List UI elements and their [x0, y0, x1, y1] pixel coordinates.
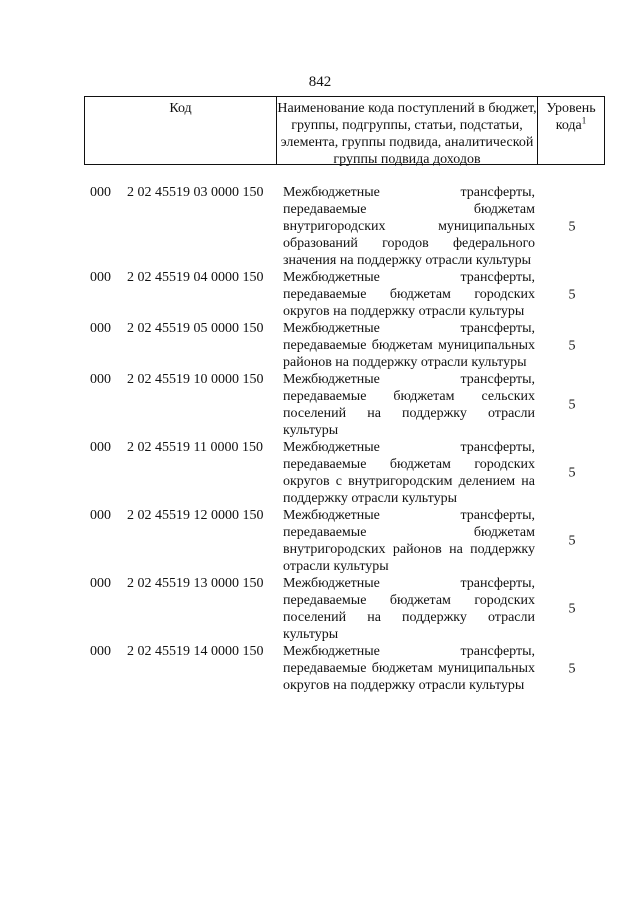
row-code-prefix: 000: [90, 372, 111, 387]
row-code: 2 02 45519 05 0000 150: [127, 321, 264, 336]
row-code: 2 02 45519 11 0000 150: [127, 440, 263, 455]
row-level: 5: [568, 338, 576, 353]
page-number: 842: [308, 74, 332, 90]
row-code: 2 02 45519 03 0000 150: [127, 185, 264, 200]
header-level-footnote: 1: [581, 115, 587, 126]
row-name: Межбюджетные трансферты, передаваемые бюджетам муниципальных районов на поддержку отрасли культуры: [283, 321, 535, 370]
header-name-cell: [277, 97, 538, 167]
row-code-prefix: 000: [90, 508, 111, 523]
table-row: [0, 507, 640, 575]
row-code-prefix: 000: [90, 185, 111, 200]
row-name: Межбюджетные трансферты, передаваемые бюджетам сельских поселений на поддержку отрасли культуры: [283, 372, 535, 438]
row-level: 5: [568, 533, 576, 549]
row-code: 2 02 45519 12 0000 150: [127, 508, 264, 523]
row-level: 5: [568, 287, 576, 302]
income-code-list: [0, 184, 640, 694]
row-name: Межбюджетные трансферты, передаваемые бюджетам городских округов на поддержку отрасли культуры: [283, 270, 535, 319]
row-code-prefix: 000: [90, 270, 111, 285]
table-row: [0, 184, 640, 269]
row-level: 5: [568, 397, 576, 413]
row-name: Межбюджетные трансферты, передаваемые бюджетам городских округов с внутригородским делением на поддержку отрасли культуры: [283, 440, 535, 506]
header-level-cell: [538, 97, 604, 164]
row-code-prefix: 000: [90, 321, 111, 336]
table-row: [0, 643, 640, 694]
header-code-label: Код: [169, 101, 192, 116]
row-name: Межбюджетные трансферты, передаваемые бюджетам внутригородских муниципальных образований городов федерального значения на поддержку отрасли культуры: [283, 185, 535, 268]
table-row: [0, 269, 640, 320]
row-code: 2 02 45519 13 0000 150: [127, 576, 264, 591]
row-code: 2 02 45519 14 0000 150: [127, 644, 264, 659]
row-code: 2 02 45519 04 0000 150: [127, 270, 264, 285]
row-name: Межбюджетные трансферты, передаваемые бюджетам муниципальных округов на поддержку отрасли культуры: [283, 644, 535, 693]
table-header: [84, 96, 605, 165]
header-name-label: Наименование кода поступлений в бюджет, группы, подгруппы, статьи, подстатьи, элемента, группы подвида, аналитической группы подвида доходов: [277, 101, 537, 167]
row-name: Межбюджетные трансферты, передаваемые бюджетам внутригородских районов на поддержку отрасли культуры: [283, 508, 535, 574]
table-row: [0, 439, 640, 507]
table-row: [0, 320, 640, 371]
row-level: 5: [568, 465, 576, 481]
table-row: [0, 371, 640, 439]
row-code-prefix: 000: [90, 644, 111, 659]
row-level: 5: [568, 601, 576, 617]
header-code-cell: [85, 97, 277, 164]
row-code-prefix: 000: [90, 440, 111, 455]
row-code-prefix: 000: [90, 576, 111, 591]
row-level: 5: [568, 219, 576, 234]
row-name: Межбюджетные трансферты, передаваемые бюджетам городских поселений на поддержку отрасли культуры: [283, 576, 535, 642]
header-level-label: Уровень кода: [546, 101, 596, 133]
row-level: 5: [568, 661, 576, 676]
table-row: [0, 575, 640, 643]
row-code: 2 02 45519 10 0000 150: [127, 372, 264, 387]
